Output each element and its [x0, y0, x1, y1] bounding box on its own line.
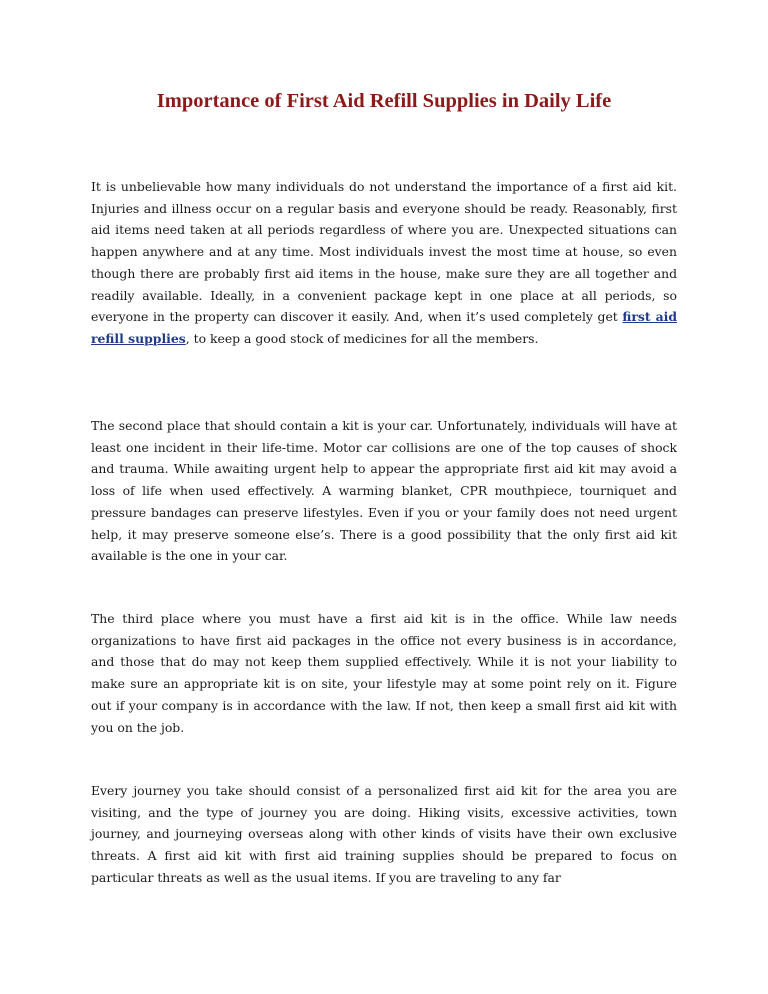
paragraph-2: The second place that should contain a kit is your car. Unfortunately, individuals will have at least one incident in their life-time. Motor car collisions are one of the top causes of shock and trauma. While awaiting urgent help to appear the appropriate first aid kit may avoid a loss of life when used effectively. A warming blanket, CPR mouthpiece, tourniquet and pressure bandages can preserve lifestyles. Even if you or your family does not need urgent help, it may preserve someone else’s. There is a good possibility that the only first aid kit available is the one in your car. [91, 418, 677, 564]
paragraph-1-text-start: It is unbelievable how many individuals do not understand the importance of a first aid kit. Injuries and illness occur on a regular basis and everyone should be ready. Reasonably, first aid items need taken at all periods regardless of where you are. Unexpected situations can happen anywhere and at any time. Most individuals invest the most time at house, so even though there are probably first aid items in the house, make sure they are all together and readily available. Ideally, in a convenient package kept in one place at all periods, so everyone in the property can discover it easily. And, when it’s used completely get [91, 179, 677, 325]
paragraph-3: The third place where you must have a first aid kit is in the office. While law needs organizations to have first aid packages in the office not every business is in accordance, and those that do may not keep them supplied effectively. While it is not your liability to make sure an appropriate kit is on site, your lifestyle may at some point rely on it. Figure out if your company is in accordance with the law. If not, then keep a small first aid kit with you on the job. [91, 611, 677, 735]
first-aid-refill-supplies-link[interactable]: first aid refill supplies [91, 309, 678, 346]
paragraph-1 [91, 176, 677, 350]
document-title: Importance of First Aid Refill Supplies in Daily Life [156, 90, 612, 112]
paragraph-1-text-end: , to keep a good stock of medicines for all the members. [185, 330, 539, 346]
paragraph-4: Every journey you take should consist of a personalized first aid kit for the area you are visiting, and the type of journey you are doing. Hiking visits, excessive activities, town journey, and journeying overseas along with other kinds of visits have their own exclusive threats. A first aid kit with first aid training supplies should be prepared to focus on particular threats as well as the usual items. If you are traveling to any far [91, 783, 677, 885]
